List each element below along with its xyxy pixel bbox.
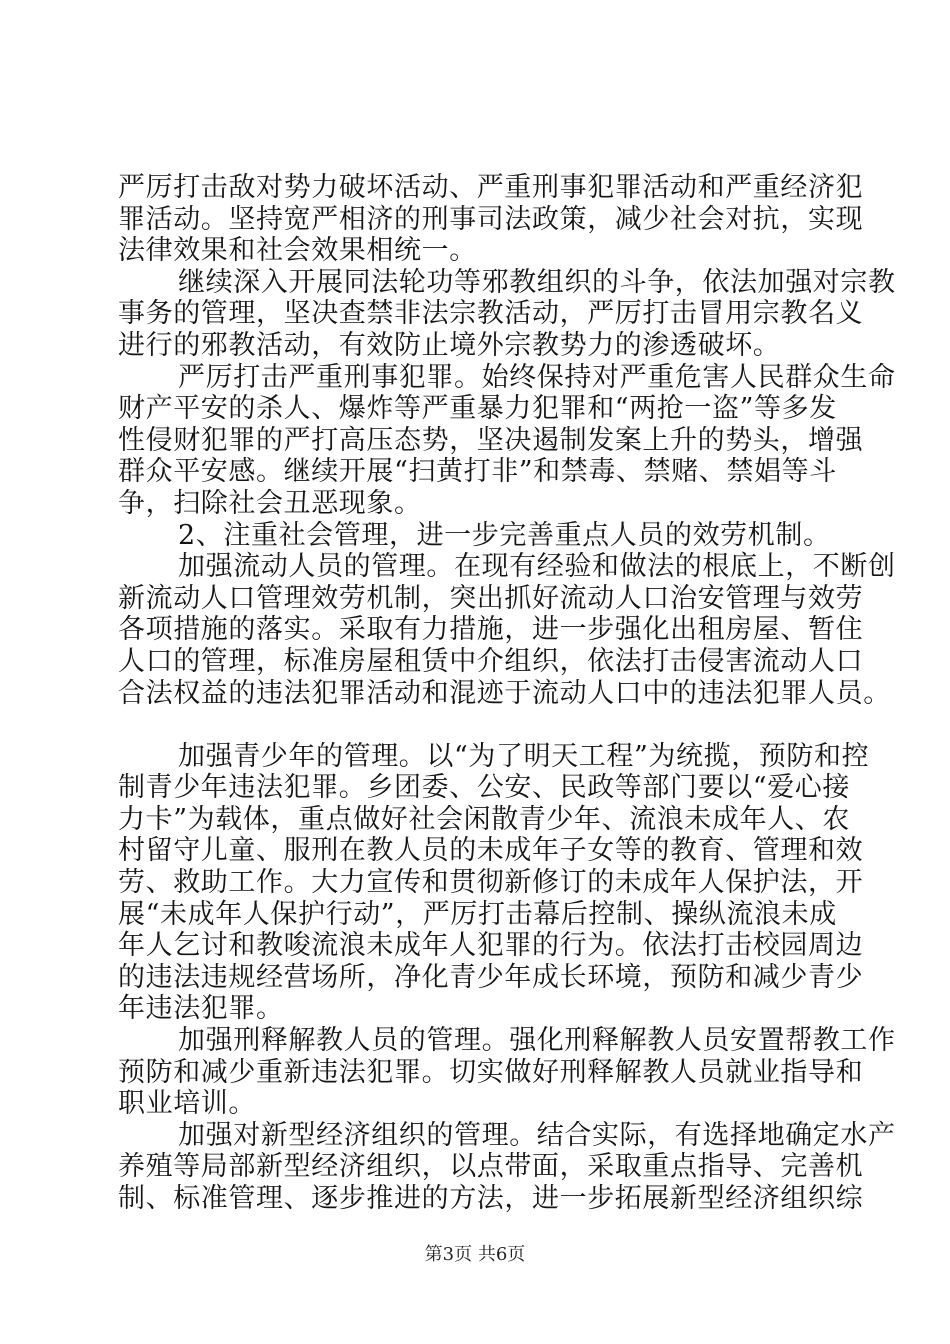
text-line: 罪活动。坚持宽严相济的刑事司法政策，减少社会对抗，实现: [118, 203, 864, 235]
text-line: 村留守儿童、服刑在教人员的未成年子女等的教育、管理和效: [118, 835, 864, 867]
text-line: 的违法违规经营场所，净化青少年成长环境，预防和减少青少: [118, 961, 864, 993]
text-line: 新流动人口管理效劳机制，突出抓好流动人口治安管理与效劳: [118, 582, 864, 614]
text-line: 制青少年违法犯罪。乡团委、公安、民政等部门要以“爱心接: [118, 772, 851, 804]
paragraph-start-line: 加强对新型经济组织的管理。结合实际，有选择地确定水产: [178, 1119, 896, 1151]
paragraph-start-line: 加强刑释解教人员的管理。强化刑释解教人员安置帮教工作: [178, 1025, 896, 1057]
text-line: 预防和减少重新违法犯罪。切实做好刑释解教人员就业指导和: [118, 1056, 864, 1088]
text-line: 性侵财犯罪的严打高压态势，坚决遏制发案上升的势头，增强: [118, 424, 864, 456]
text-line: 力卡”为载体，重点做好社会闲散青少年、流浪未成年人、农: [118, 803, 851, 835]
text-line: 年违法犯罪。: [118, 993, 284, 1025]
text-line: 职业培训。: [118, 1088, 256, 1120]
paragraph-start-line: 加强流动人员的管理。在现有经验和做法的根底上，不断创: [178, 551, 896, 583]
text-line: 各项措施的落实。采取有力措施，进一步强化出租房屋、暂住: [118, 614, 864, 646]
text-line: 劳、救助工作。大力宣传和贯彻新修订的未成年人保护法，开: [118, 867, 864, 899]
text-line: 制、标准管理、逐步推进的方法，进一步拓展新型经济组织综: [118, 1183, 864, 1214]
text-line: 合法权益的违法犯罪活动和混迹于流动人口中的违法犯罪人员。: [118, 677, 891, 709]
text-line: 养殖等局部新型经济组织，以点带面，采取重点指导、完善机: [118, 1151, 864, 1183]
paragraph-start-line: 加强青少年的管理。以“为了明天工程”为统揽，预防和控: [178, 740, 870, 772]
paragraph-start-line: 继续深入开展同法轮功等邪教组织的斗争，依法加强对宗教: [178, 266, 896, 298]
document-body: [118, 172, 896, 1215]
text-line: 群众平安感。继续开展“扫黄打非”和禁毒、禁赌、禁娼等斗: [118, 456, 837, 488]
text-line: 年人乞讨和教唆流浪未成年人犯罪的行为。依法打击校园周边: [118, 930, 864, 962]
text-line: 展“未成年人保护行动”，严厉打击幕后控制、操纵流浪未成: [118, 898, 837, 930]
blank-line: [118, 709, 838, 741]
paragraph-start-line: 严厉打击严重刑事犯罪。始终保持对严重危害人民群众生命: [178, 361, 896, 393]
page-number-footer: 第3页 共6页: [424, 1244, 526, 1265]
section-heading-line: 2、注重社会管理，进一步完善重点人员的效劳机制。: [178, 519, 831, 551]
text-line: 严厉打击敌对势力破坏活动、严重刑事犯罪活动和严重经济犯: [118, 172, 864, 203]
text-line: 财产平安的杀人、爆炸等严重暴力犯罪和“两抢一盗”等多发: [118, 393, 837, 425]
text-line: 人口的管理，标准房屋租赁中介组织，依法打击侵害流动人口: [118, 645, 864, 677]
text-line: 争，扫除社会丑恶现象。: [118, 487, 422, 519]
text-line: 法律效果和社会效果相统一。: [118, 235, 477, 267]
text-line: 事务的管理，坚决查禁非法宗教活动，严厉打击冒用宗教名义: [118, 298, 864, 330]
text-line: 进行的邪教活动，有效防止境外宗教势力的渗透破坏。: [118, 329, 781, 361]
